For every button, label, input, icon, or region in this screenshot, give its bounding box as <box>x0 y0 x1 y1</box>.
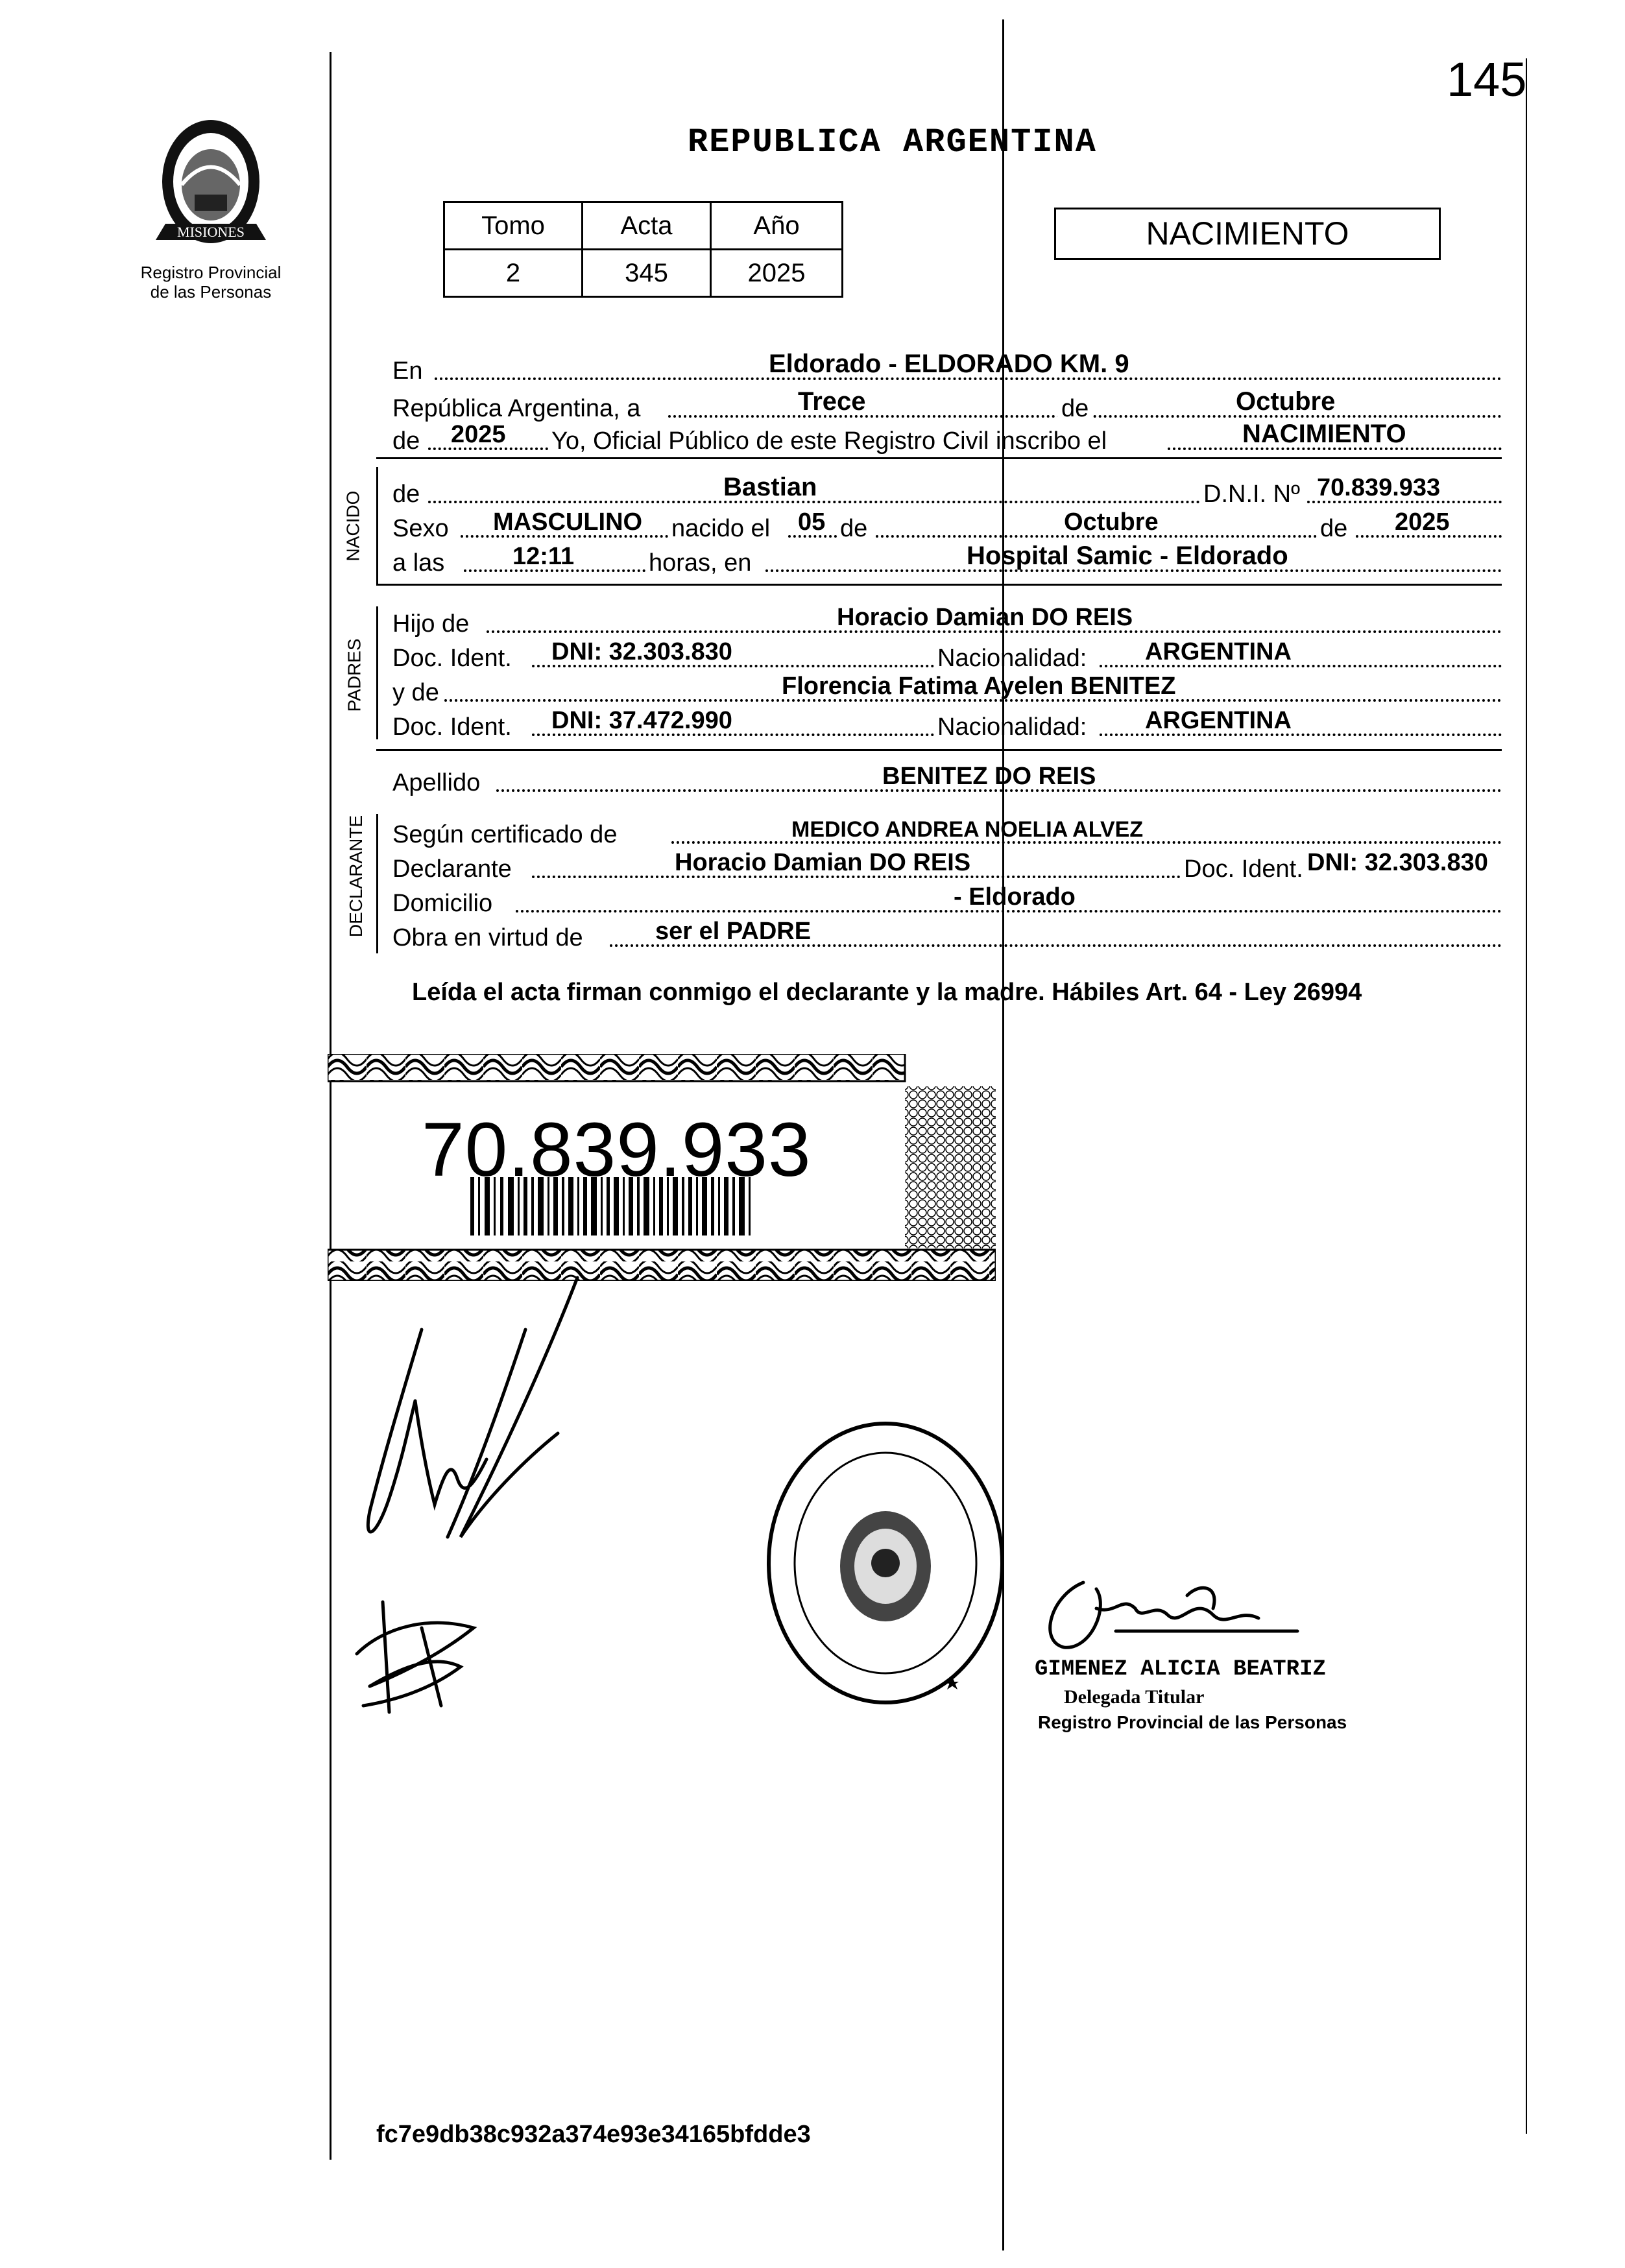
province-shield-logo <box>130 110 292 259</box>
row-declarante <box>392 848 1502 883</box>
label-de-nombre: de <box>392 481 420 508</box>
value-padre-nac: ARGENTINA <box>1145 638 1292 665</box>
value-dni: 70.839.933 <box>1317 474 1441 501</box>
label-obra: Obra en virtud de <box>392 924 583 951</box>
section-padres: PADRES <box>344 638 365 712</box>
row-obra <box>392 917 1502 952</box>
closing-statement: Leída el acta firman conmigo el declarante y la madre. Hábiles Art. 64 - Ley 26994 <box>412 979 1362 1006</box>
logo-caption-line-2: de las Personas <box>150 282 272 302</box>
label-de-nac-anio: de <box>1320 515 1348 542</box>
label-oficial: Yo, Oficial Público de este Registro Civil inscribo el <box>551 427 1107 455</box>
label-de-nac: de <box>840 515 868 542</box>
label-de-anio: de <box>392 427 420 455</box>
official-signature <box>1025 1570 1310 1660</box>
page-title: REPUBLICA ARGENTINA <box>688 123 1097 161</box>
row-inscripcion <box>392 420 1502 455</box>
value-tomo: 2 <box>444 250 583 297</box>
logo-caption <box>117 263 305 302</box>
logo-caption-line-1: Registro Provincial <box>140 263 282 282</box>
signatory-registry: Registro Provincial de las Personas <box>1038 1712 1347 1732</box>
section-bracket <box>376 814 378 953</box>
label-doc-ident-padre: Doc. Ident. <box>392 645 512 672</box>
page-number: 145 <box>1447 53 1527 106</box>
value-apellido: BENITEZ DO REIS <box>882 763 1096 790</box>
value-nombre: Bastian <box>723 473 817 501</box>
label-y-de: y de <box>392 679 439 706</box>
value-padre-doc: DNI: 32.303.830 <box>551 638 732 665</box>
divider <box>376 584 1502 586</box>
row-nombre <box>392 473 1502 508</box>
value-nac-mes: Octubre <box>1064 508 1159 536</box>
label-declarante: Declarante <box>392 855 512 883</box>
dni-number-large: 70.839.933 <box>422 1107 812 1193</box>
label-nacionalidad-padre: Nacionalidad: <box>937 645 1087 672</box>
value-madre: Florencia Fatima Ayelen BENITEZ <box>782 673 1176 700</box>
label-a-las: a las <box>392 549 445 577</box>
value-declarante: Horacio Damian DO REIS <box>675 849 971 876</box>
label-domicilio: Domicilio <box>392 890 493 917</box>
value-sexo: MASCULINO <box>493 508 643 536</box>
divider <box>376 457 1502 459</box>
value-acta: 345 <box>583 250 711 297</box>
value-mes: Octubre <box>1236 387 1336 416</box>
value-dia: Trece <box>798 387 866 416</box>
label-republica: República Argentina, a <box>392 395 641 422</box>
value-tipo: NACIMIENTO <box>1242 420 1406 448</box>
right-margin-line <box>1526 58 1527 2134</box>
row-lugar <box>392 350 1502 385</box>
row-padre-doc <box>392 638 1502 673</box>
label-hijo-de: Hijo de <box>392 610 470 638</box>
header-anio: Año <box>711 202 843 250</box>
row-madre <box>392 672 1502 707</box>
row-sexo <box>392 508 1502 543</box>
registry-seal <box>733 1411 1038 1715</box>
record-table <box>443 201 843 298</box>
value-madre-nac: ARGENTINA <box>1145 707 1292 734</box>
value-padre: Horacio Damian DO REIS <box>837 604 1133 631</box>
row-domicilio <box>392 883 1502 918</box>
value-nac-dia: 05 <box>798 508 826 536</box>
value-lugar: Eldorado - ELDORADO KM. 9 <box>769 350 1129 378</box>
label-en: En <box>392 357 423 385</box>
value-obra: ser el PADRE <box>655 918 812 945</box>
label-doc-ident-declarante: Doc. Ident. <box>1184 855 1303 883</box>
value-hora: 12:11 <box>512 543 575 570</box>
row-fecha <box>392 388 1502 423</box>
label-de-mes: de <box>1057 395 1092 423</box>
value-madre-doc: DNI: 37.472.990 <box>551 707 732 734</box>
label-doc-ident-madre: Doc. Ident. <box>392 713 512 741</box>
header-tomo: Tomo <box>444 202 583 250</box>
record-type-box: NACIMIENTO <box>1054 208 1441 260</box>
divider <box>376 749 1502 751</box>
section-nacido: NACIDO <box>343 490 363 562</box>
value-anio: 2025 <box>451 421 506 448</box>
label-horas-en: horas, en <box>649 549 752 577</box>
declarant-signature <box>331 1265 629 1732</box>
row-madre-doc <box>392 706 1502 741</box>
value-lugar-nac: Hospital Samic - Eldorado <box>967 542 1288 570</box>
value-certificado: MEDICO ANDREA NOELIA ALVEZ <box>791 817 1144 842</box>
signatory-name: GIMENEZ ALICIA BEATRIZ <box>1035 1657 1326 1682</box>
row-padre <box>392 603 1502 638</box>
document-hash: fc7e9db38c932a374e93e34165bfdde3 <box>376 2121 811 2148</box>
label-apellido: Apellido <box>392 769 481 796</box>
row-certificado <box>392 814 1502 849</box>
section-declarante: DECLARANTE <box>346 815 367 938</box>
label-sexo: Sexo <box>392 515 449 542</box>
value-anio: 2025 <box>711 250 843 297</box>
section-bracket <box>376 606 378 739</box>
svg-text:MISIONES: MISIONES <box>177 224 245 240</box>
label-nacionalidad-madre: Nacionalidad: <box>937 713 1087 741</box>
row-hora <box>392 542 1502 577</box>
value-nac-anio: 2025 <box>1395 508 1450 536</box>
section-bracket <box>376 467 378 584</box>
signatory-role: Delegada Titular <box>1064 1686 1205 1708</box>
value-declarante-doc: DNI: 32.303.830 <box>1307 849 1488 876</box>
header-acta: Acta <box>583 202 711 250</box>
label-nacido-el: nacido el <box>671 515 771 542</box>
value-domicilio: - Eldorado <box>954 883 1076 911</box>
row-apellido <box>392 762 1502 797</box>
label-dni: D.N.I. Nº <box>1203 481 1300 508</box>
label-segun-cert: Según certificado de <box>392 821 618 848</box>
